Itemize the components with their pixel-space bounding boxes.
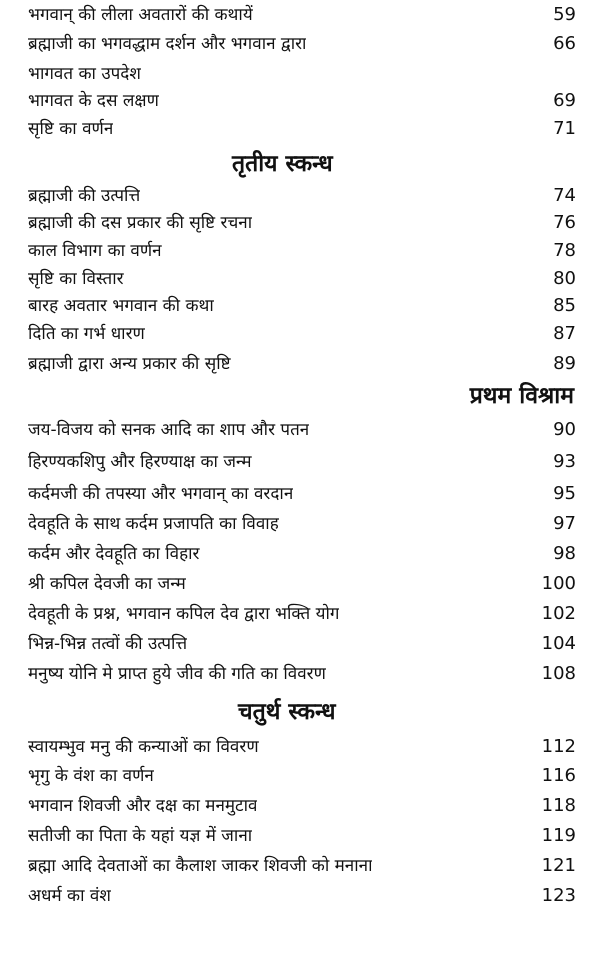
toc-entry (28, 30, 576, 58)
toc-entry-title: कर्दमजी की तपस्या और भगवान् का वरदान (28, 484, 294, 504)
toc-entry-page: 85 (553, 295, 576, 316)
toc-entry-title: भागवत के दस लक्षण (28, 91, 159, 111)
toc-entry (28, 660, 576, 688)
toc-entry-title: अधर्म का वंश (28, 886, 111, 906)
toc-entry-title: दिति का गर्भ धारण (28, 324, 145, 344)
toc-entry-title: जय-विजय को सनक आदि का शाप और पतन (28, 420, 310, 440)
toc-entry-page: 123 (541, 885, 576, 906)
toc-entry-title: सतीजी का पिता के यहां यज्ञ में जाना (28, 826, 253, 846)
toc-entry (28, 600, 576, 628)
toc-entry-title: ब्रह्माजी की उत्पत्ति (28, 186, 141, 206)
toc-entry-page: 95 (553, 483, 576, 504)
toc-entry (28, 762, 576, 790)
toc-entry (28, 60, 576, 88)
toc-entry (28, 510, 576, 538)
toc-entry-title: ब्रह्माजी का भगवद्धाम दर्शन और भगवान द्वारा (28, 34, 307, 54)
toc-entry-page: 78 (553, 240, 576, 261)
toc-entry-title: कर्दम और देवहूति का विहार (28, 544, 200, 564)
toc-entry (28, 852, 576, 880)
toc-entry-page: 97 (553, 513, 576, 534)
toc-entry-page: 112 (541, 736, 576, 757)
toc-entry-title: भगवान शिवजी और दक्ष का मनमुटाव (28, 796, 258, 816)
toc-entry (28, 182, 576, 210)
toc-entry-title: सृष्टि का विस्तार (28, 269, 124, 289)
toc-entry (28, 292, 576, 320)
toc-entry (28, 733, 576, 761)
toc-entry-page: 69 (553, 90, 576, 111)
section-heading: चतुर्थ स्कन्ध (238, 699, 336, 725)
toc-entry-title: हिरण्यकशिपु और हिरण्याक्ष का जन्म (28, 452, 252, 472)
toc-entry (28, 570, 576, 598)
toc-entry-title: देवहूती के प्रश्न, भगवान कपिल देव द्वारा भक्ति योग (28, 604, 340, 624)
toc-entry-page: 98 (553, 543, 576, 564)
toc-entry-title: ब्रह्माजी द्वारा अन्य प्रकार की सृष्टि (28, 354, 231, 374)
toc-entry-page: 74 (553, 185, 576, 206)
toc-entry (28, 237, 576, 265)
toc-entry-title: ब्रह्मा आदि देवताओं का कैलाश जाकर शिवजी को मनाना (28, 856, 373, 876)
toc-entry-title: मनुष्य योनि मे प्राप्त हुये जीव की गति का विवरण (28, 664, 326, 684)
toc-entry-page: 121 (541, 855, 576, 876)
toc-entry-page: 93 (553, 451, 576, 472)
toc-entry-title: स्वायम्भुव मनु की कन्याओं का विवरण (28, 737, 259, 757)
toc-entry (28, 630, 576, 658)
toc-entry-page: 100 (541, 573, 576, 594)
toc-entry (28, 265, 576, 293)
toc-entry (28, 882, 576, 910)
toc-entry (28, 822, 576, 850)
toc-entry-page: 89 (553, 353, 576, 374)
toc-entry-title: ब्रह्माजी की दस प्रकार की सृष्टि रचना (28, 213, 253, 233)
toc-entry-page: 80 (553, 268, 576, 289)
toc-entry-page: 66 (553, 33, 576, 54)
toc-entry (28, 480, 576, 508)
toc-entry-page: 76 (553, 212, 576, 233)
toc-entry-title: भृगु के वंश का वर्णन (28, 766, 154, 786)
toc-entry (28, 416, 576, 444)
toc-entry (28, 448, 576, 476)
toc-entry-page: 118 (541, 795, 576, 816)
toc-entry (28, 115, 576, 143)
toc-entry (28, 209, 576, 237)
toc-entry-title: भिन्न-भिन्न तत्वों की उत्पत्ति (28, 634, 188, 654)
section-heading: प्रथम विश्राम (469, 383, 574, 409)
toc-entry-page: 119 (541, 825, 576, 846)
section-heading: तृतीय स्कन्ध (232, 151, 333, 177)
toc-entry (28, 540, 576, 568)
toc-entry-title: बारह अवतार भगवान की कथा (28, 296, 214, 316)
toc-entry-page: 90 (553, 419, 576, 440)
toc-entry (28, 320, 576, 348)
toc-entry (28, 792, 576, 820)
toc-entry-page: 71 (553, 118, 576, 139)
toc-entry (28, 87, 576, 115)
toc-entry-page: 59 (553, 4, 576, 25)
toc-entry-page: 102 (541, 603, 576, 624)
toc-entry-title: भगवान् की लीला अवतारों की कथायें (28, 5, 253, 25)
toc-entry-title: काल विभाग का वर्णन (28, 241, 162, 261)
toc-entry-page: 108 (541, 663, 576, 684)
toc-entry-page: 87 (553, 323, 576, 344)
toc-entry-title: सृष्टि का वर्णन (28, 119, 114, 139)
toc-entry-title: श्री कपिल देवजी का जन्म (28, 574, 186, 594)
toc-entry-title: देवहूति के साथ कर्दम प्रजापति का विवाह (28, 514, 279, 534)
toc-entry-page: 116 (541, 765, 576, 786)
toc-entry (28, 1, 576, 29)
toc-entry (28, 350, 576, 378)
toc-entry-title: भागवत का उपदेश (28, 64, 141, 84)
toc-entry-page: 104 (541, 633, 576, 654)
